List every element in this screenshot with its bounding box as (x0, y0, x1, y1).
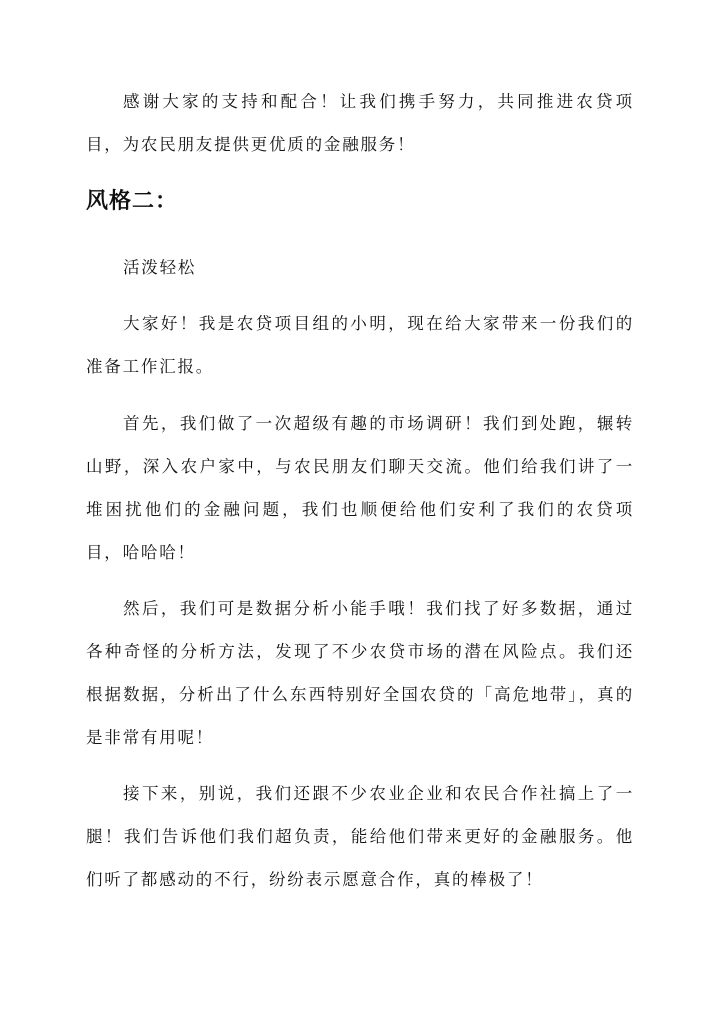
intro-paragraph: 大家好！我是农贷项目组的小明，现在给大家带来一份我们的准备工作汇报。 (86, 314, 634, 376)
market-research-paragraph: 首先，我们做了一次超级有趣的市场调研！我们到处跑，辗转山野，深入农户家中，与农民朋友们聊天交流。他们给我们讲了一堆困扰他们的金融问题，我们也顺便给他们安利了我们的农贷项目，哈哈哈！ (86, 414, 634, 562)
data-analysis-paragraph: 然后，我们可是数据分析小能手哦！我们找了好多数据，通过各种奇怪的分析方法，发现了不少农贷市场的潜在风险点。我们还根据数据，分析出了什么东西特别好全国农贷的「高危地带」，真的是非常有用呢！ (86, 599, 634, 747)
section-heading: 风格二： (86, 188, 179, 214)
closing-paragraph: 感谢大家的支持和配合！让我们携手努力，共同推进农贷项目，为农民朋友提供更优质的金融服务！ (86, 92, 634, 154)
cooperation-paragraph: 接下来，别说，我们还跟不少农业企业和农民合作社搞上了一腿！我们告诉他们我们超负责，能给他们带来更好的金融服务。他们听了都感动的不行，纷纷表示愿意合作，真的棒极了！ (86, 784, 634, 889)
section-subtitle: 活泼轻松 (123, 258, 197, 277)
